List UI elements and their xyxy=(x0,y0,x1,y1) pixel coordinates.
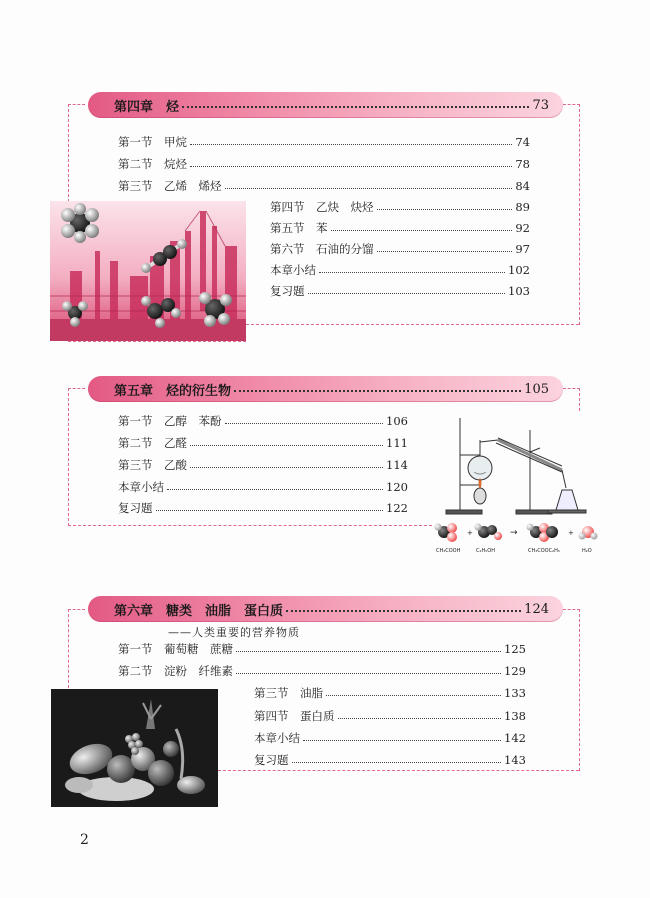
toc-entry[interactable]: 第六节 石油的分馏 97 xyxy=(270,242,530,256)
chapter5-banner[interactable] xyxy=(88,376,563,402)
toc-entry[interactable]: 复习题 103 xyxy=(270,284,530,298)
chapter4-page: 73 xyxy=(532,97,549,113)
chapter6-title: 第六章 糖类 油脂 蛋白质 xyxy=(114,603,284,619)
toc-entry[interactable]: 复习题 143 xyxy=(254,753,526,767)
chapter4-frame-bottom xyxy=(68,341,246,342)
toc-entry[interactable]: 第二节 烷烃 78 xyxy=(118,157,530,171)
toc-entry[interactable]: 第一节 甲烷 74 xyxy=(118,135,530,149)
chapter6-frame-bottom xyxy=(218,770,579,771)
chapter6-page: 124 xyxy=(524,601,549,617)
chapter6-banner[interactable] xyxy=(88,596,563,622)
reactant-ethanol: C₂H₅OH xyxy=(476,548,495,554)
chapter5-title: 第五章 烃的衍生物 xyxy=(114,383,232,399)
page-number: 2 xyxy=(80,832,89,848)
chapter4-title: 第四章 烃 xyxy=(114,99,180,115)
toc-entry[interactable]: 第一节 乙醇 苯酚 106 xyxy=(118,414,408,428)
toc-entry[interactable]: 第三节 乙烯 烯烃 84 xyxy=(118,179,530,193)
food-photo xyxy=(51,689,218,807)
toc-entry[interactable]: 复习题 122 xyxy=(118,501,408,515)
chapter5-frame-bottom xyxy=(68,525,432,526)
chapter6-subtitle: ——人类重要的营养物质 xyxy=(168,626,300,639)
toc-entry[interactable]: 本章小结 142 xyxy=(254,731,526,745)
toc-entry[interactable]: 第一节 葡萄糖 蔗糖 125 xyxy=(118,642,526,656)
chapter5-frame xyxy=(68,388,85,526)
chapter5-page: 105 xyxy=(524,381,549,397)
reactant-acetic-acid: CH₃COOH xyxy=(436,548,461,554)
esterification-reaction-diagram xyxy=(432,520,612,556)
product-water: H₂O xyxy=(582,548,592,554)
product-ethyl-acetate: CH₃COOC₂H₅ xyxy=(528,548,560,554)
refinery-photo xyxy=(50,201,246,341)
chapter4-frame-bottom-right xyxy=(246,324,579,325)
chapter4-frame-right xyxy=(563,104,580,325)
chapter4-banner[interactable] xyxy=(88,92,563,118)
plus-sign: + xyxy=(568,529,574,537)
toc-entry[interactable]: 第三节 乙酸 114 xyxy=(118,458,408,472)
chapter5-frame-right xyxy=(563,388,580,411)
toc-entry[interactable]: 本章小结 102 xyxy=(270,263,530,277)
plus-sign: + xyxy=(467,529,473,537)
distillation-apparatus-illustration xyxy=(440,410,590,518)
chapter6-frame xyxy=(68,609,85,688)
chapter6-frame-right xyxy=(563,609,580,771)
reaction-arrow: → xyxy=(510,528,518,538)
toc-entry[interactable]: 第三节 油脂 133 xyxy=(254,686,526,700)
toc-entry[interactable]: 第二节 淀粉 纤维素 129 xyxy=(118,664,526,678)
toc-entry[interactable]: 第二节 乙醛 111 xyxy=(118,436,408,450)
toc-entry[interactable]: 本章小结 120 xyxy=(118,480,408,494)
toc-entry[interactable]: 第四节 蛋白质 138 xyxy=(254,709,526,723)
toc-entry[interactable]: 第四节 乙炔 炔烃 89 xyxy=(270,200,530,214)
toc-entry[interactable]: 第五节 苯 92 xyxy=(270,221,530,235)
